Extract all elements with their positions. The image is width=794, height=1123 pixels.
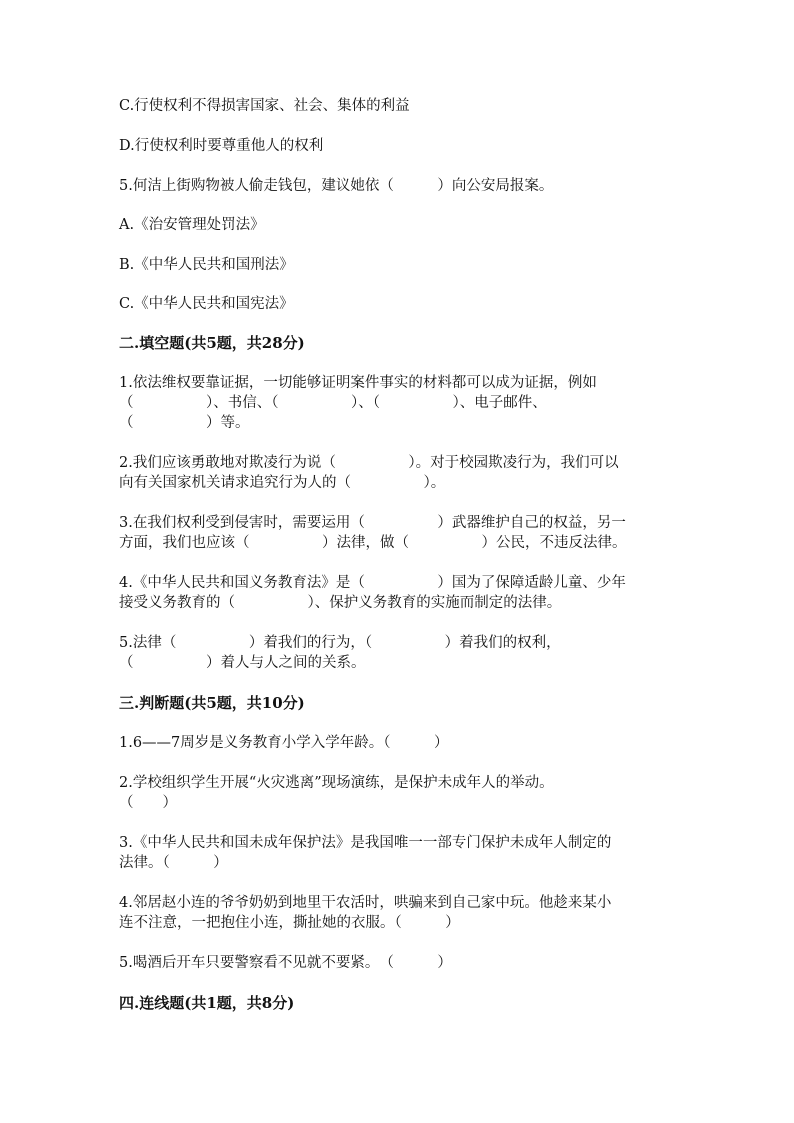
judge-q1-line1: 1.6——7周岁是义务教育小学入学年龄。（ ）: [119, 735, 449, 751]
fill-q4-line2: 接受义务教育的（ ）、保护义务教育的实施而制定的法律。: [119, 595, 562, 611]
fill-q1-line2: （ ）、书信、（ ）、（ ）、电子邮件、: [119, 395, 547, 411]
fill-q2-line1: 2.我们应该勇敢地对欺凌行为说（ ）。对于校园欺凌行为，我们可以: [119, 455, 619, 471]
fill-q1-line3: （ ）等。: [119, 415, 250, 431]
q5-option-b: B.《中华人民共和国刑法》: [119, 257, 294, 273]
judge-q3-line1: 3.《中华人民共和国未成年保护法》是我国唯一一部专门保护未成年人制定的: [119, 835, 612, 851]
section-2-heading: 二.填空题(共5题，共28分): [119, 334, 305, 352]
section-3-heading: 三.判断题(共5题，共10分): [119, 694, 305, 712]
judge-q2-line2: （ ）: [119, 795, 177, 811]
judge-q5-line1: 5.喝酒后开车只要警察看不见就不要紧。 （ ）: [119, 955, 452, 971]
option-d-prev: D.行使权利时要尊重他人的权利: [119, 138, 324, 154]
fill-q5-line2: （ ）着人与人之间的关系。: [119, 655, 366, 671]
fill-q1-line1: 1.依法维权要靠证据，一切能够证明案件事实的材料都可以成为证据，例如: [119, 375, 597, 391]
fill-q5-line1: 5.法律（ ）着我们的行为，（ ）着我们的权利，: [119, 635, 561, 651]
question-5-stem: 5.何洁上街购物被人偷走钱包，建议她依（ ）向公安局报案。: [119, 178, 554, 194]
fill-q3-line2: 方面，我们也应该（ ）法律，做（ ）公民，不违反法律。: [119, 535, 627, 551]
fill-q2-line2: 向有关国家机关请求追究行为人的（ ）。: [119, 475, 446, 491]
section-4-heading: 四.连线题(共1题，共8分): [119, 994, 295, 1012]
fill-q3-line1: 3.在我们权利受到侵害时，需要运用（ ）武器维护自己的权益，另一: [119, 515, 626, 531]
q5-option-c: C.《中华人民共和国宪法》: [119, 296, 294, 312]
q5-option-a: A.《治安管理处罚法》: [119, 217, 265, 233]
judge-q2-line1: 2.学校组织学生开展“火灾逃离”现场演练，是保护未成年人的举动。: [119, 775, 554, 791]
fill-q4-line1: 4.《中华人民共和国义务教育法》是（ ）国为了保障适龄儿童、少年: [119, 575, 626, 591]
option-c-prev: C.行使权利不得损害国家、社会、集体的利益: [119, 98, 410, 114]
judge-q3-line2: 法律。（ ）: [119, 855, 228, 871]
judge-q4-line1: 4.邻居赵小连的爷爷奶奶到地里干农活时，哄骗来到自己家中玩。他趁来某小: [119, 895, 612, 911]
judge-q4-line2: 连不注意，一把抱住小连，撕扯她的衣服。（ ）: [119, 915, 460, 931]
